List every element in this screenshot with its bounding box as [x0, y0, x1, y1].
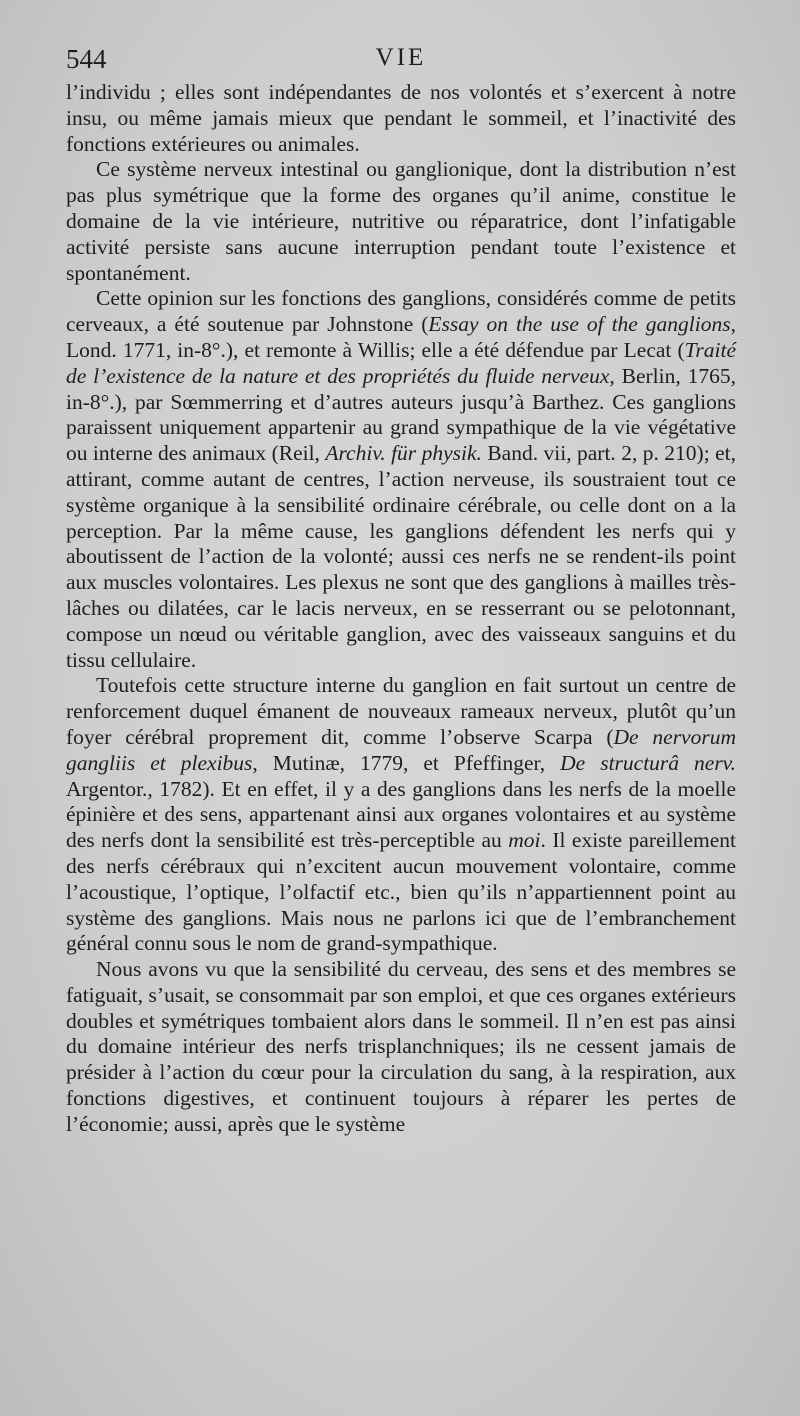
- body-text: [66, 80, 736, 1138]
- citation-title: Archiv. für physik.: [325, 441, 482, 466]
- text-segment: Nous avons vu que la sensibilité du cerveau, des sens et des membres se fatiguait, s’usait, se consommait par son emploi, et que ces organes extérieurs doubles et symétriques tombaient alors dans le sommeil. Il n’en est pas ainsi du domaine intérieur des nerfs trisplanchniques; ils ne cessent jamais de présider à l’action du cœur pour la circulation du sang, à la respiration, aux fonctions digestives, et continuent toujours à réparer les pertes de l’économie; aussi, après que le système: [66, 957, 736, 1136]
- emphasis: moi: [508, 828, 541, 853]
- text-segment: , Lond. 1771, in-8°.), et remonte à Willis; elle a été défendue par Lecat (: [66, 312, 736, 362]
- text-segment: Ce système nerveux intestinal ou ganglionique, dont la distribution n’est pas plus symétrique que la forme des organes qu’il anime, constitue le domaine de la vie intérieure, nutritive ou réparatrice, dont l’infatigable activité persiste sans aucune interruption pendant toute l’existence et spontanément.: [66, 157, 736, 285]
- citation-title: De nervorum gangliis et plexibus: [66, 724, 736, 775]
- text-segment: Toutefois cette structure interne du ganglion en fait surtout un centre de renforcement duquel émanent de nouveaux rameaux nerveux, plutôt qu’un foyer cérébral proprement dit, comme l’observe Scarpa (: [66, 673, 736, 749]
- citation-title: Essay on the use of the ganglions: [428, 312, 731, 337]
- text-segment: Cette opinion sur les fonctions des ganglions, considérés comme de petits cerveaux, a été soutenue par Johnstone (: [66, 286, 736, 337]
- paragraph: [66, 957, 736, 1138]
- page-number: 544: [66, 44, 107, 74]
- paragraph: [66, 80, 736, 157]
- paragraph: [66, 286, 736, 673]
- running-title: VIE: [375, 44, 427, 71]
- text-segment: Band. vii, part. 2, p. 210); et, attirant, comme autant de centres, l’action nerveuse, ils soustraient tout ce système organique à la sensibilité ordinaire cérébrale, ou celle dont on a la perception. Par la même cause, les ganglions défendent les nerfs qui y aboutissent de l’action de la volonté; aussi ces nerfs ne se rendent-ils point aux muscles volontaires. Les plexus ne sont que des ganglions à mailles très-lâches ou dilatées, car le lacis nerveux, en se resserrant ou se pelotonnant, compose un nœud ou véritable ganglion, avec des vaisseaux sanguins et du tissu cellulaire.: [66, 441, 736, 672]
- text-segment: l’individu ; elles sont indépendantes de nos volontés et s’exercent à notre insu, ou même jamais mieux que pendant le sommeil, et l’inactivité des fonctions extérieures ou animales.: [66, 80, 736, 156]
- page-header: [66, 44, 736, 80]
- text-segment: Argentor., 1782). Et en effet, il y a des ganglions dans les nerfs de la moelle épinière et des sens, appartenant ainsi aux organes volontaires et au système des nerfs dont la sensibilité est très-perceptible au: [66, 776, 736, 853]
- paragraph: [66, 673, 736, 957]
- text-segment: , Mutinæ, 1779, et Pfeffinger,: [252, 750, 561, 775]
- citation-title: De structurâ nerv.: [560, 750, 737, 775]
- paragraph: [66, 157, 736, 286]
- text-segment: , Berlin, 1765, in-8°.), par Sœmmerring et d’autres auteurs jusqu’à Barthez. Ces ganglions paraissent uniquement appartenir au grand sympathique de la vie végétative ou interne des animaux (Reil,: [66, 363, 736, 466]
- citation-title: Traité de l’existence de la nature et des propriétés du fluide nerveux: [66, 337, 736, 388]
- text-segment: . Il existe pareillement des nerfs cérébraux qui n’excitent aucun mouvement volontaire, comme l’acoustique, l’optique, l’olfactif etc., bien qu’ils n’appartiennent point au système des ganglions. Mais nous ne parlons ici que de l’embranchement général connu sous le nom de grand-sympathique.: [66, 828, 736, 956]
